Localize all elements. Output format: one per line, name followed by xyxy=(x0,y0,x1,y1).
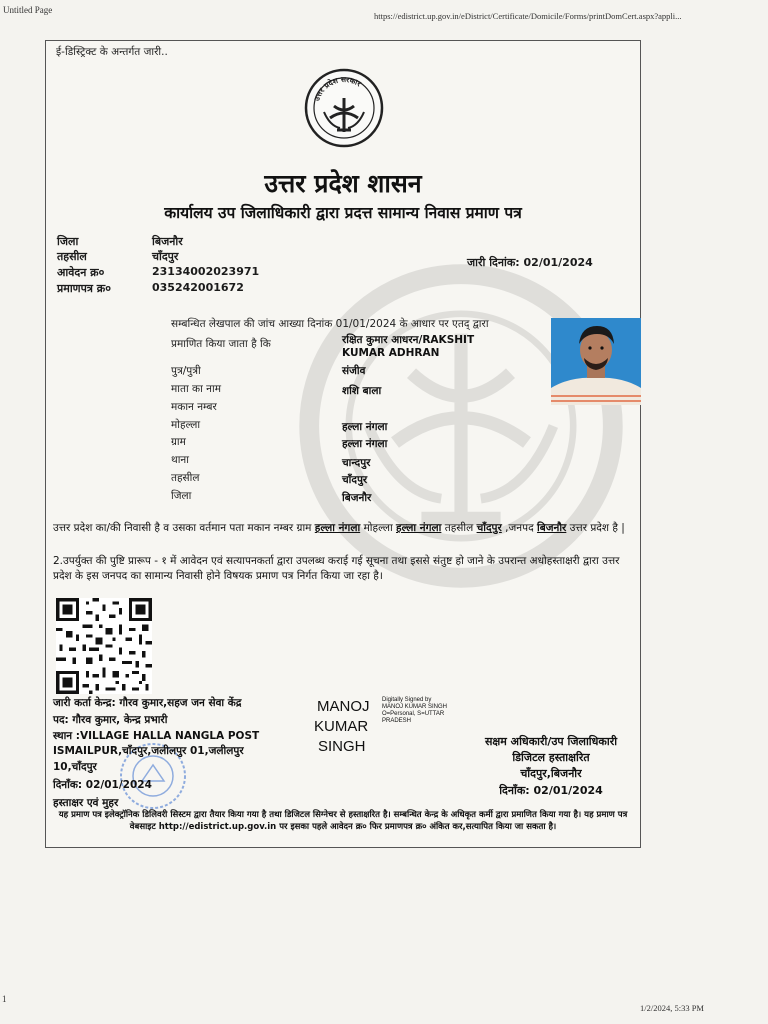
field-label: पुत्र/पुत्री xyxy=(171,365,201,377)
application-number-label: आवेदन क्र० xyxy=(57,266,105,279)
issuer-place-line1: स्थान :VILLAGE HALLA NANGLA POST xyxy=(53,730,260,742)
certificate-subtitle: कार्यालय उप जिलाधिकारी द्वारा प्रदत्त सामान्य निवास प्रमाण पत्र xyxy=(164,204,522,222)
authority-digitally-signed: डिजिटल हस्ताक्षरित xyxy=(512,751,590,764)
print-timestamp: 1/2/2024, 5:33 PM xyxy=(640,1003,704,1013)
field-label: थाना xyxy=(171,454,189,466)
svg-text:उत्तर प्रदेश सरकार: उत्तर प्रदेश सरकार xyxy=(312,74,363,103)
tehsil-value: चाँदपुर xyxy=(152,250,179,263)
field-label: ग्राम xyxy=(171,436,186,448)
field-value: शशि बाला xyxy=(342,385,382,397)
verification-statement: 2.उपर्युक्त की पुष्टि प्रारूप - १ में आवेदन एवं सत्यापनकर्ता द्वारा उपलब्ध कराई गई सूचना तथा इससे संतुष्ट हो जाने के उपरान्त अधोहस्ताक्षरी द्वारा उत्तर प्रदेश के इस जनपद का सामान्य निवासी होने विषयक प्रमाण पत्र निर्गत किया जा रहा है। xyxy=(53,555,620,582)
edistrict-issued-note: ई-डिस्ट्रिक्ट के अन्तर्गत जारी.. xyxy=(56,46,168,58)
intro-line: सम्बन्धित लेखपाल की जांच आख्या दिनांक 01/01/2024 के आधार पर एतद् द्वारा xyxy=(171,318,489,330)
field-label: तहसील xyxy=(171,472,200,484)
field-value: चाँदपुर xyxy=(342,474,368,486)
authority-location: चाँदपुर,बिजनौर xyxy=(520,767,582,780)
certificate-number-value: 035242001672 xyxy=(152,281,244,294)
certified-label: प्रमाणित किया जाता है कि xyxy=(171,338,271,350)
certificate-title: उत्तर प्रदेश शासन xyxy=(264,169,422,198)
field-value: बिजनौर xyxy=(342,492,372,504)
issue-date: जारी दिनांक: 02/01/2024 xyxy=(467,256,593,269)
applicant-name-line1: रक्षित कुमार आधरन/RAKSHIT xyxy=(342,334,475,346)
authority-designation: सक्षम अधिकारी/उप जिलाधिकारी xyxy=(484,735,618,748)
signer-name-line1: MANOJ xyxy=(317,698,370,715)
residence-statement: उत्तर प्रदेश का/की निवासी है व उसका वर्तमान पता मकान नम्बर ग्राम हल्ला नंगला मोहल्ला हल्ला नंगला तहसील चाँदपुर ,जनपद बिजनौर उत्तर प्रदेश है | xyxy=(53,522,625,534)
authority-date: दिनाँक: 02/01/2024 xyxy=(499,784,603,797)
applicant-photo xyxy=(551,318,641,405)
tehsil-label: तहसील xyxy=(57,250,87,263)
certificate-footer-note: यह प्रमाण पत्र इलेक्ट्रॉनिक डिलिवरी सिस्टम द्वारा तैयार किया गया है तथा डिजिटल सिग्नेचर से हस्ताक्षरित है। सम्बन्धित केन्द्र के अधिकृत कर्मी द्वारा प्रमाणित किया गया है। यह प्रमाण पत्र वेबसाइट http://edistrict.up.gov.in पर इसका पहले आवेदन क्र० फिर प्रमाणपत्र क्र० अंकित कर,सत्यापित किया जा सकता है। xyxy=(58,810,628,832)
signature-detail-4: PRADESH xyxy=(382,718,412,724)
issuing-centre: जारी कर्ता केन्द्र: गौरव कुमार,सहज जन सेवा केंद्र xyxy=(53,697,242,709)
field-label: मोहल्ला xyxy=(171,419,201,431)
field-label: मकान नम्बर xyxy=(171,401,217,413)
issuer-place-line2: ISMAILPUR,चाँदपुर,जलीलपुर 01,जलीलपुर xyxy=(53,745,244,757)
district-label: जिला xyxy=(57,235,79,248)
print-page-number: 1 xyxy=(2,994,7,1004)
signer-name-line3: SINGH xyxy=(318,738,366,755)
issuer-place-line3: 10,चाँदपुर xyxy=(53,761,97,773)
field-value: हल्ला नंगला xyxy=(342,421,388,433)
issuer-designation: पद: गौरव कुमार, केन्द्र प्रभारी xyxy=(53,714,168,726)
signature-detail-1: Digitally Signed by xyxy=(382,697,432,703)
certificate-number-label: प्रमाणपत्र क्र० xyxy=(57,282,111,295)
field-label: माता का नाम xyxy=(171,383,221,395)
issuer-date: दिनाँक: 02/01/2024 xyxy=(53,779,152,791)
signature-and-seal-label: हस्ताक्षर एवं मुहर xyxy=(53,797,119,809)
field-label: जिला xyxy=(171,490,192,502)
application-number-value: 23134002023971 xyxy=(152,265,260,278)
signature-detail-3: O=Personal, S=UTTAR xyxy=(382,711,445,717)
field-value: चान्दपुर xyxy=(342,457,371,469)
field-value: संजीव xyxy=(342,365,366,377)
field-value: हल्ला नंगला xyxy=(342,438,388,450)
signature-detail-2: MANOJ KUMAR SINGH xyxy=(382,704,448,710)
qr-code xyxy=(56,598,152,694)
up-government-seal-icon xyxy=(304,68,384,148)
certificate xyxy=(45,40,641,848)
browser-page-title: Untitled Page xyxy=(3,5,53,15)
district-value: बिजनौर xyxy=(152,235,183,248)
signer-name-line2: KUMAR xyxy=(314,718,369,735)
applicant-name-line2: KUMAR ADHRAN xyxy=(342,347,440,359)
browser-print-url: https://edistrict.up.gov.in/eDistrict/Certificate/Domicile/Forms/printDomCert.aspx?appli... xyxy=(374,11,682,21)
